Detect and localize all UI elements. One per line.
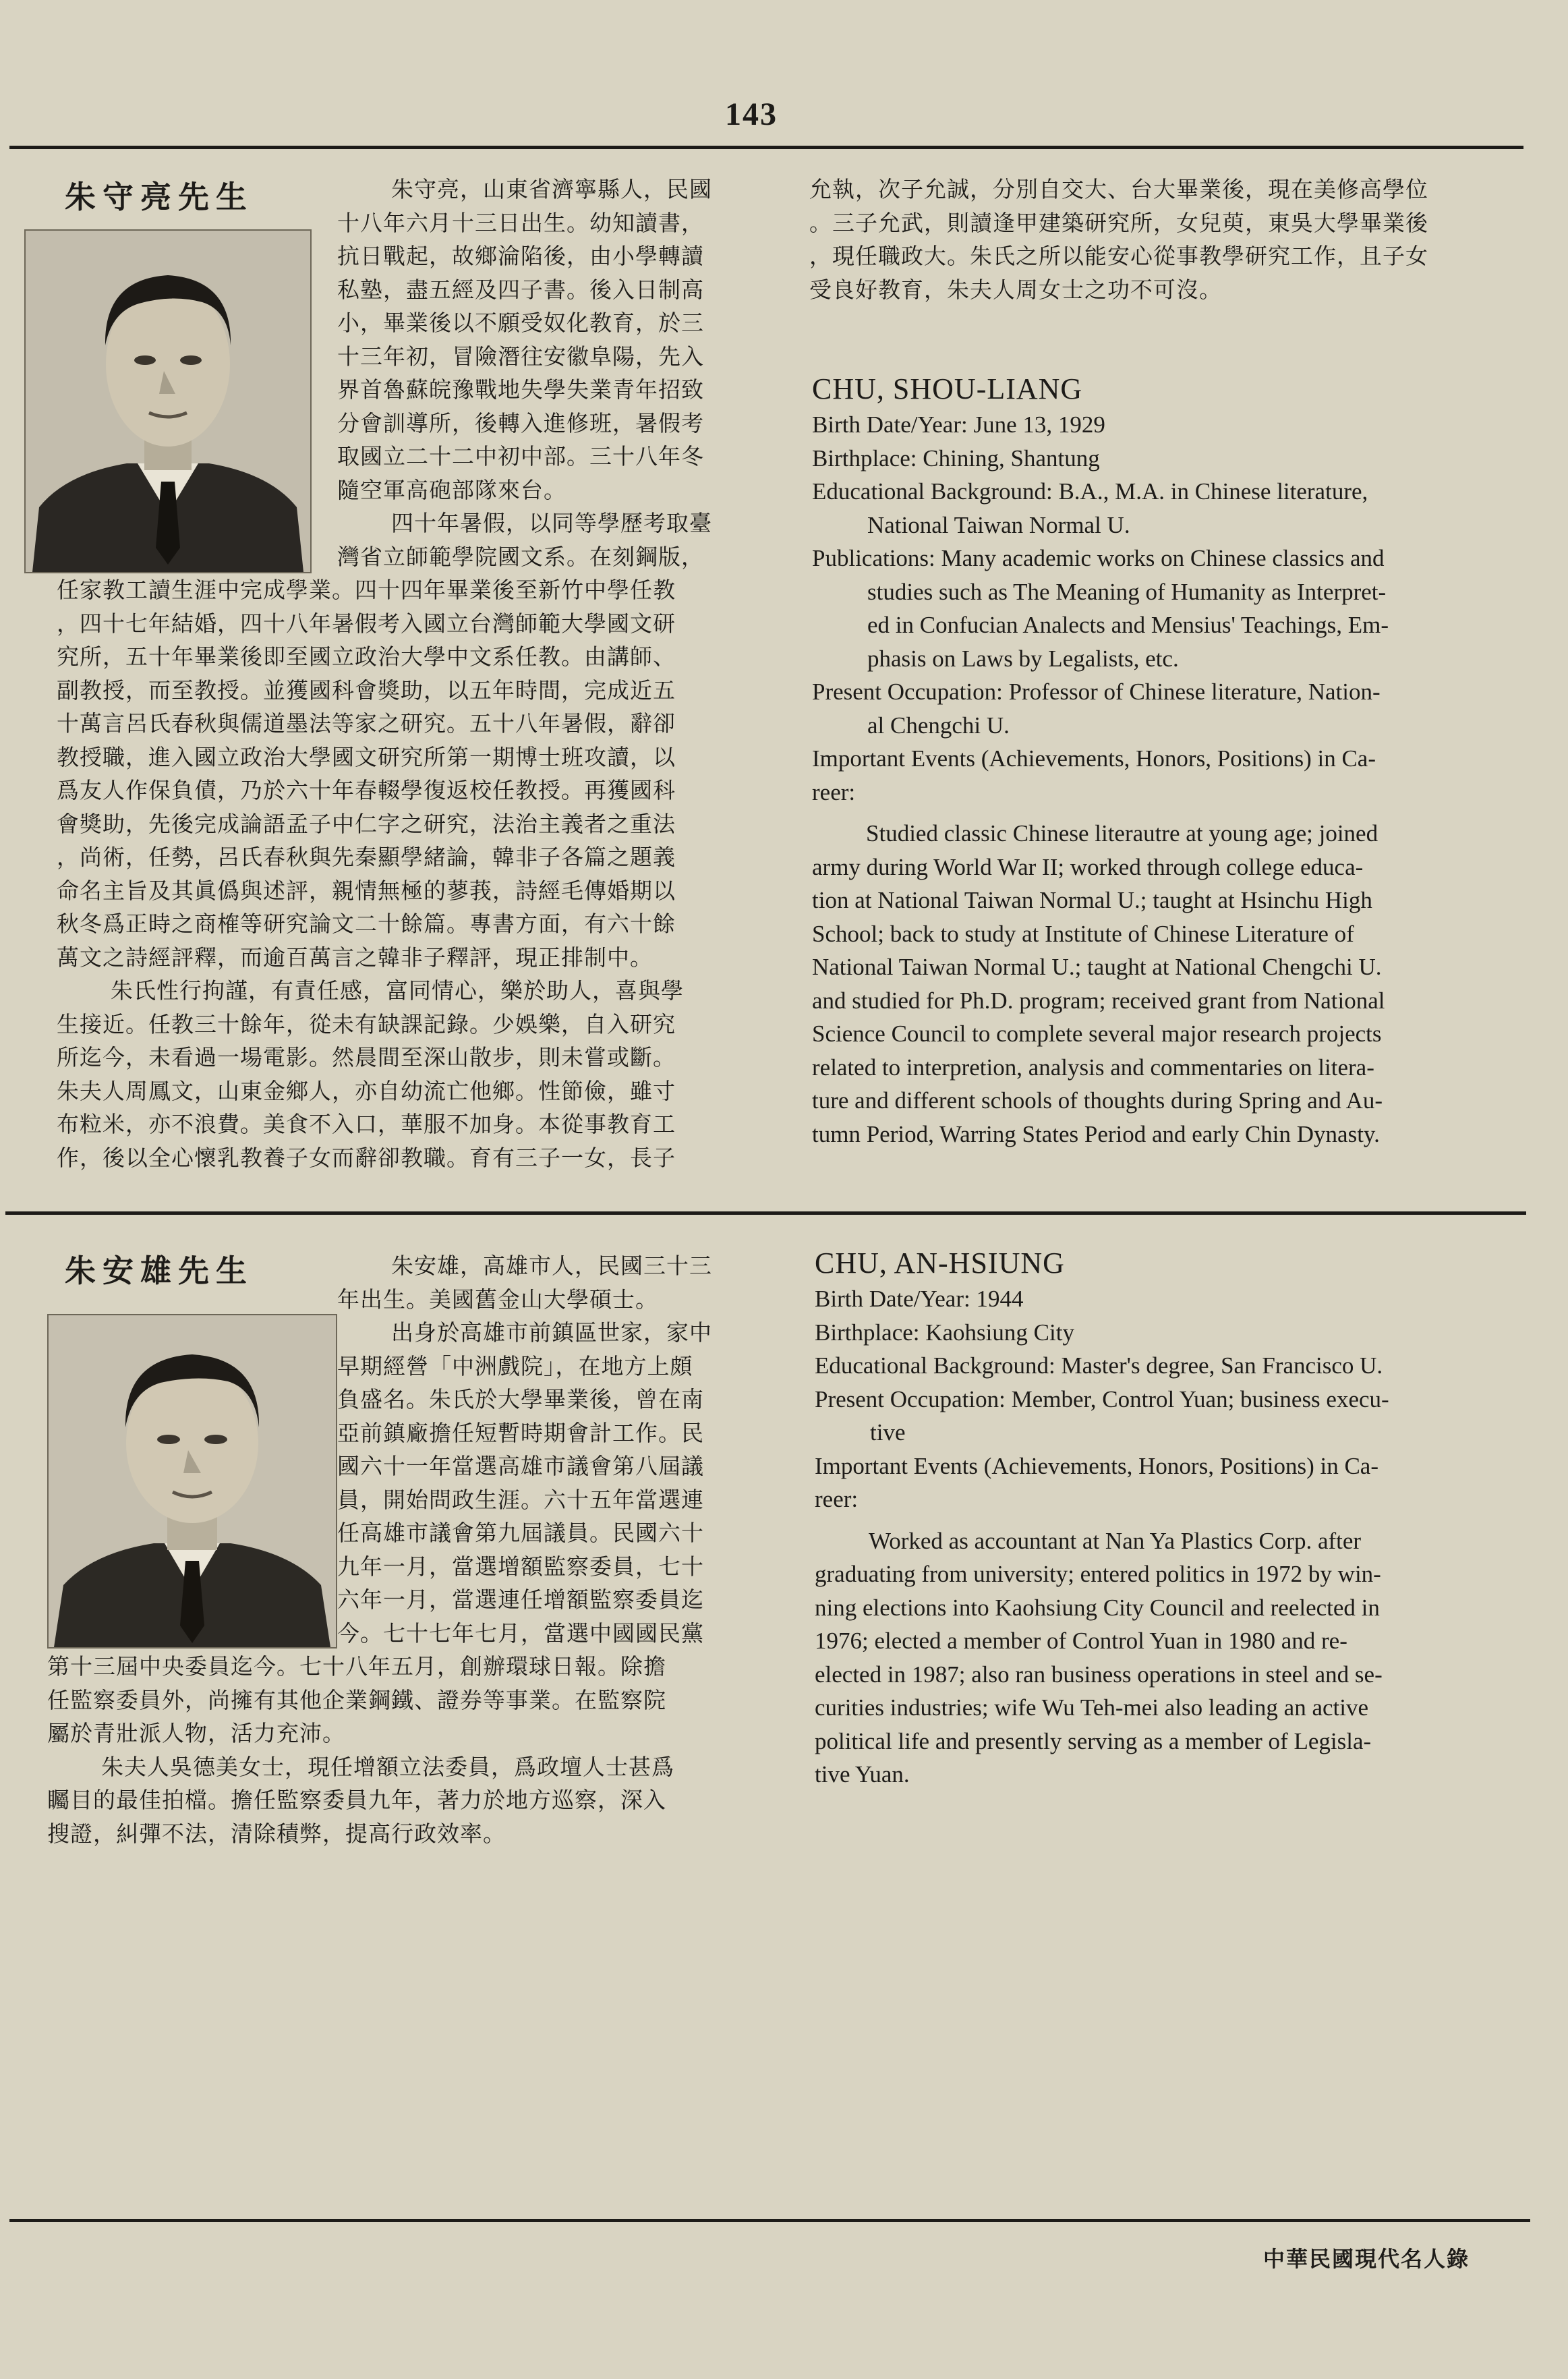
bio-line: 朱氏性行拘謹，有責任感，富同情心，樂於助人，喜與學 xyxy=(111,977,684,1004)
career-en-line: graduating from university; entered politics in 1972 by win- xyxy=(815,1561,1381,1587)
bio-line: 出身於高雄市前鎮區世家，家中 xyxy=(391,1319,712,1346)
career-en-line: tumn Period, Warring States Period and early Chin Dynasty. xyxy=(812,1120,1380,1147)
entry2-photo xyxy=(47,1314,337,1649)
bio-en-line: al Chengchi U. xyxy=(867,712,1010,739)
entry1-bio-cn-full xyxy=(57,573,684,1174)
bio-line: 萬文之詩經評釋，而逾百萬言之韓非子釋評，現正排制中。 xyxy=(57,944,653,971)
career-en-line: ning elections into Kaohsiung City Council and reelected in xyxy=(815,1594,1380,1621)
bio-line: 秋冬爲正時之商榷等研究論文二十餘篇。專書方面，有六十餘 xyxy=(57,911,676,937)
career-en-line: ture and different schools of thoughts during Spring and Au- xyxy=(812,1087,1383,1114)
bio-line: 員，開始問政生涯。六十五年當選連 xyxy=(337,1486,704,1513)
bio-line: 亞前鎮廠擔任短暫時期會計工作。民 xyxy=(337,1419,704,1446)
bio-line: 任高雄市議會第九屆議員。民國六十 xyxy=(337,1520,704,1546)
bio-line: 會獎助，先後完成論語孟子中仁字之研究，法治主義者之重法 xyxy=(57,810,676,837)
bio-line: 搜證，糾彈不法，清除積弊，提高行政效率。 xyxy=(47,1820,506,1847)
bio-line: 朱夫人周鳳文，山東金鄉人，亦自幼流亡他鄉。性節儉，雖寸 xyxy=(57,1077,676,1104)
bio-line: 小，畢業後以不願受奴化教育，於三 xyxy=(337,310,704,336)
entry1-name-cn: 朱守亮先生 xyxy=(65,179,254,215)
bio-en-line: phasis on Laws by Legalists, etc. xyxy=(867,645,1179,672)
career-en-line: School; back to study at Institute of Chinese Literature of xyxy=(812,920,1354,947)
bio-en-line: Birth Date/Year: 1944 xyxy=(815,1286,1024,1312)
entry2-name-cn: 朱安雄先生 xyxy=(65,1253,254,1289)
bio-line: 允執，次子允誠，分別自交大、台大畢業後，現在美修高學位 xyxy=(809,176,1428,202)
bio-line: 矚目的最佳拍檔。擔任監察委員九年，著力於地方巡察，深入 xyxy=(47,1787,666,1813)
career-en-line: 1976; elected a member of Control Yuan in 1980 and re- xyxy=(815,1628,1347,1654)
bio-en-line: reer: xyxy=(815,1486,859,1512)
career-en-line: Science Council to complete several major research projects xyxy=(812,1021,1382,1047)
bio-line: 任監察委員外，尚擁有其他企業鋼鐵、證券等事業。在監察院 xyxy=(47,1686,666,1713)
career-en-line: tive Yuan. xyxy=(815,1761,910,1787)
entry2-bio-cn-full xyxy=(47,1650,674,1850)
bio-line: 朱安雄，高雄市人，民國三十三 xyxy=(391,1253,712,1279)
bio-line: 今。七十七年七月，當選中國國民黨 xyxy=(337,1620,704,1646)
bio-line: 國六十一年當選高雄市議會第八屆議 xyxy=(337,1453,704,1479)
bio-line: 抗日戰起，故鄉淪陷後，由小學轉讀 xyxy=(337,243,704,269)
bio-line: 取國立二十二中初中部。三十八年冬 xyxy=(337,443,704,469)
bio-en-line: tive xyxy=(870,1419,906,1445)
career-en-line: tion at National Taiwan Normal U.; taught at Hsinchu High xyxy=(812,887,1372,913)
entry2-portrait-image xyxy=(49,1315,336,1647)
bio-line: ，現任職政大。朱氏之所以能安心從事教學研究工作，且子女 xyxy=(809,243,1428,269)
bio-en-line: Important Events (Achievements, Honors, Positions) in Ca- xyxy=(815,1452,1378,1479)
bio-line: 作，後以全心懷乳教養子女而辭卻教職。育有三子一女，長子 xyxy=(57,1144,676,1171)
bio-line: 灣省立師範學院國文系。在刻鋼版， xyxy=(337,543,704,570)
book-title-footer: 中華民國現代名人錄 xyxy=(1262,2246,1470,2272)
bio-en-line: Educational Background: B.A., M.A. in Chinese literature, xyxy=(812,478,1368,505)
bio-en-line: Birthplace: Kaohsiung City xyxy=(815,1319,1074,1346)
entry1-name-en: CHU, SHOU-LIANG xyxy=(812,372,1083,405)
bio-line: 。三子允武，則讀逢甲建築研究所，女兒萸，東吳大學畢業後 xyxy=(809,209,1428,236)
bio-line: 九年一月，當選增額監察委員，七十 xyxy=(337,1553,704,1580)
bio-line: 屬於青壯派人物，活力充沛。 xyxy=(47,1720,345,1746)
bio-en-line: Present Occupation: Member, Control Yuan; business execu- xyxy=(815,1385,1389,1412)
bio-en-line: Educational Background: Master's degree, San Francisco U. xyxy=(815,1352,1383,1379)
bio-line: 私塾，盡五經及四子書。後入日制高 xyxy=(337,276,704,303)
career-en-line: National Taiwan Normal U.; taught at National Chengchi U. xyxy=(812,954,1382,980)
bio-line: 四十年暑假，以同等學歷考取臺 xyxy=(391,510,712,536)
entry2-bio-en xyxy=(815,1244,1389,1792)
entry1-bio-cn-continued xyxy=(809,173,1428,306)
bio-en-line: reer: xyxy=(812,778,856,805)
bio-line: 教授職，進入國立政治大學國文研究所第一期博士班攻讀，以 xyxy=(57,743,676,770)
entry1-portrait-image xyxy=(26,231,310,572)
bio-en-line: Present Occupation: Professor of Chinese literature, Nation- xyxy=(812,679,1381,705)
bio-line: 命名主旨及其眞僞與述評，親情無極的蓼莪，詩經毛傳婚期以 xyxy=(57,877,676,904)
career-en-line: and studied for Ph.D. program; received grant from National xyxy=(812,987,1385,1014)
career-en-line: Worked as accountant at Nan Ya Plastics Corp. after xyxy=(869,1527,1362,1554)
bio-line: ，尚術，任勢，呂氏春秋與先秦顯學緒論，韓非子各篇之題義 xyxy=(57,844,676,870)
bio-line: 年出生。美國舊金山大學碩士。 xyxy=(337,1286,658,1313)
bio-line: 爲友人作保負債，乃於六十年春輟學復返校任教授。再獲國科 xyxy=(57,777,676,803)
bio-line: 十八年六月十三日出生。幼知讀書， xyxy=(337,209,704,236)
bio-line: ，四十七年結婚，四十八年暑假考入國立台灣師範大學國文研 xyxy=(57,610,676,637)
bio-line: 朱夫人吳德美女士，現任增額立法委員，爲政壇人士甚爲 xyxy=(101,1753,674,1780)
bio-line: 受良好教育，朱夫人周女士之功不可沒。 xyxy=(809,276,1222,303)
bio-line: 所迄今，未看過一場電影。然晨間至深山散步，則未嘗或斷。 xyxy=(57,1044,676,1070)
bio-line: 早期經營「中洲戲院」，在地方上頗 xyxy=(337,1352,693,1379)
career-en-line: army during World War II; worked through college educa- xyxy=(812,853,1364,880)
bio-line: 分會訓導所，後轉入進修班，暑假考 xyxy=(337,409,704,436)
bio-en-line: studies such as The Meaning of Humanity as Interpret- xyxy=(867,578,1387,605)
bio-line: 生接近。任教三十餘年，從未有缺課記錄。少娛樂，自入研究 xyxy=(57,1010,676,1037)
entry1-bio-cn-top xyxy=(337,173,712,573)
bio-line: 任家教工讀生涯中完成學業。四十四年畢業後至新竹中學任教 xyxy=(57,577,676,603)
bio-line: 布粒米，亦不浪費。美食不入口，華服不加身。本從事教育工 xyxy=(57,1111,676,1137)
entry1-photo xyxy=(24,229,312,573)
bio-line: 朱守亮，山東省濟寧縣人，民國 xyxy=(391,176,712,202)
bio-line: 界首魯蘇皖豫戰地失學失業青年招致 xyxy=(337,376,704,403)
bio-line: 隨空軍高砲部隊來台。 xyxy=(337,476,567,503)
career-en-line: curities industries; wife Wu Teh-mei also leading an active xyxy=(815,1694,1368,1721)
bio-line: 十萬言呂氏春秋與儒道墨法等家之研究。五十八年暑假，辭卻 xyxy=(57,710,676,737)
bio-line: 負盛名。朱氏於大學畢業後，曾在南 xyxy=(337,1386,704,1412)
header-rule xyxy=(9,146,1523,149)
page-number: 143 xyxy=(725,96,778,132)
career-en-line: related to interpretion, analysis and commentaries on litera- xyxy=(812,1054,1374,1081)
bio-line: 第十三屆中央委員迄今。七十八年五月，創辦環球日報。除擔 xyxy=(47,1653,666,1680)
career-en-line: elected in 1987; also ran business operations in steel and se- xyxy=(815,1661,1383,1688)
career-en-line: Studied classic Chinese literautre at young age; joined xyxy=(866,820,1378,847)
bio-en-line: Important Events (Achievements, Honors, Positions) in Ca- xyxy=(812,745,1376,772)
bio-line: 究所，五十年畢業後即至國立政治大學中文系任教。由講師、 xyxy=(57,643,676,670)
bio-line: 六年一月，當選連任增額監察委員迄 xyxy=(337,1586,704,1613)
entry2-name-en: CHU, AN-HSIUNG xyxy=(815,1246,1065,1280)
bio-en-line: ed in Confucian Analects and Mensius' Teachings, Em- xyxy=(867,612,1389,638)
bio-en-line: Publications: Many academic works on Chinese classics and xyxy=(812,545,1385,571)
footer-rule xyxy=(9,2219,1530,2222)
bio-en-line: National Taiwan Normal U. xyxy=(867,511,1130,538)
bio-en-line: Birthplace: Chining, Shantung xyxy=(812,445,1100,471)
bio-en-line: Birth Date/Year: June 13, 1929 xyxy=(812,411,1105,438)
bio-line: 十三年初，冒險潛往安徽阜陽，先入 xyxy=(337,343,704,370)
entry-divider-rule xyxy=(5,1211,1526,1215)
career-en-line: political life and presently serving as a member of Legisla- xyxy=(815,1727,1372,1754)
bio-line: 副教授，而至教授。並獲國科會獎助，以五年時間，完成近五 xyxy=(57,677,676,704)
entry2-bio-cn-top xyxy=(337,1249,712,1650)
entry1-bio-en xyxy=(812,370,1389,1151)
